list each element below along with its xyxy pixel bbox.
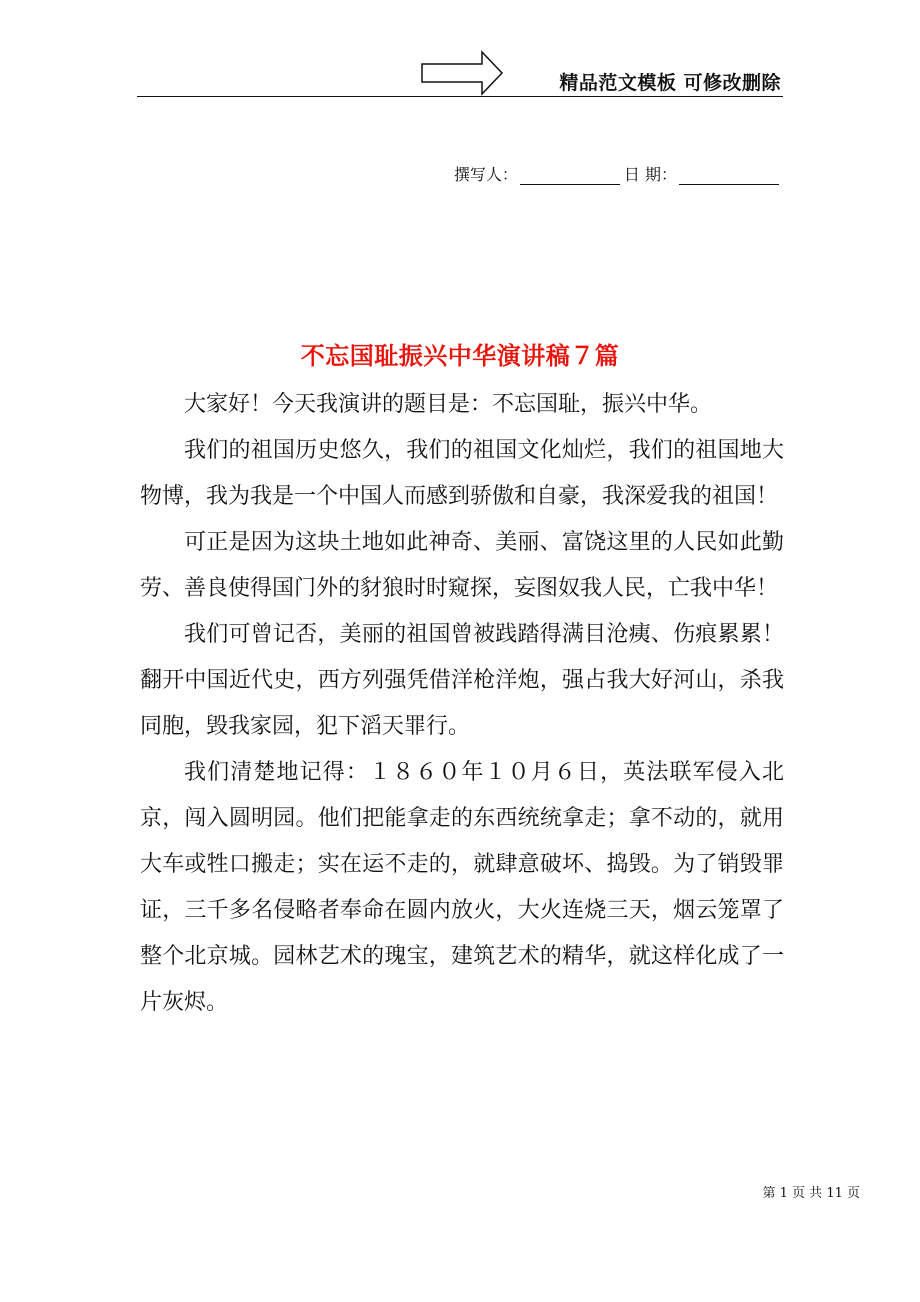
page-number: 第 1 页 共 11 页 <box>762 1186 860 1201</box>
paragraph: 我们清楚地记得：１８６０年１０月６日，英法联军侵入北京，闯入圆明园。他们把能拿走的东西统统拿走；拿不动的，就用大车或牲口搬走；实在运不走的，就肆意破坏、捣毁。为了销毁罪证，三千多名侵略者奉命在圆内放火，大火连烧三天，烟云笼罩了整个北京城。园林艺术的瑰宝，建筑艺术的精华，就这样化成了一片灰烬。 <box>140 760 784 1015</box>
author-label: 撰写人： <box>453 165 518 184</box>
date-blank-field <box>679 168 779 185</box>
page-header <box>137 48 783 98</box>
arrow-right-icon <box>420 50 504 96</box>
paragraph: 我们的祖国历史悠久，我们的祖国文化灿烂，我们的祖国地大物博，我为我是一个中国人而感到骄傲和自豪，我深爱我的祖国！ <box>140 438 784 509</box>
header-divider <box>137 96 783 97</box>
paragraph: 可正是因为这块土地如此神奇、美丽、富饶这里的人民如此勤劳、善良使得国门外的豺狼时时窥探，妄图奴我人民，亡我中华！ <box>140 530 784 601</box>
paragraph: 大家好！今天我演讲的题目是：不忘国耻，振兴中华。 <box>184 392 713 417</box>
document-body <box>140 382 784 1026</box>
meta-line <box>454 162 783 185</box>
paragraph: 我们可曾记否，美丽的祖国曾被践踏得满目沧痍、伤痕累累！翻开中国近代史，西方列强凭借洋枪洋炮，强占我大好河山，杀我同胞，毁我家园，犯下滔天罪行。 <box>140 622 784 739</box>
author-blank-field <box>520 168 620 185</box>
document-title: 不忘国耻振兴中华演讲稿７篇 <box>300 341 620 370</box>
date-label: 日 期： <box>623 165 677 184</box>
header-label: 精品范文模板 可修改删除 <box>559 72 781 94</box>
